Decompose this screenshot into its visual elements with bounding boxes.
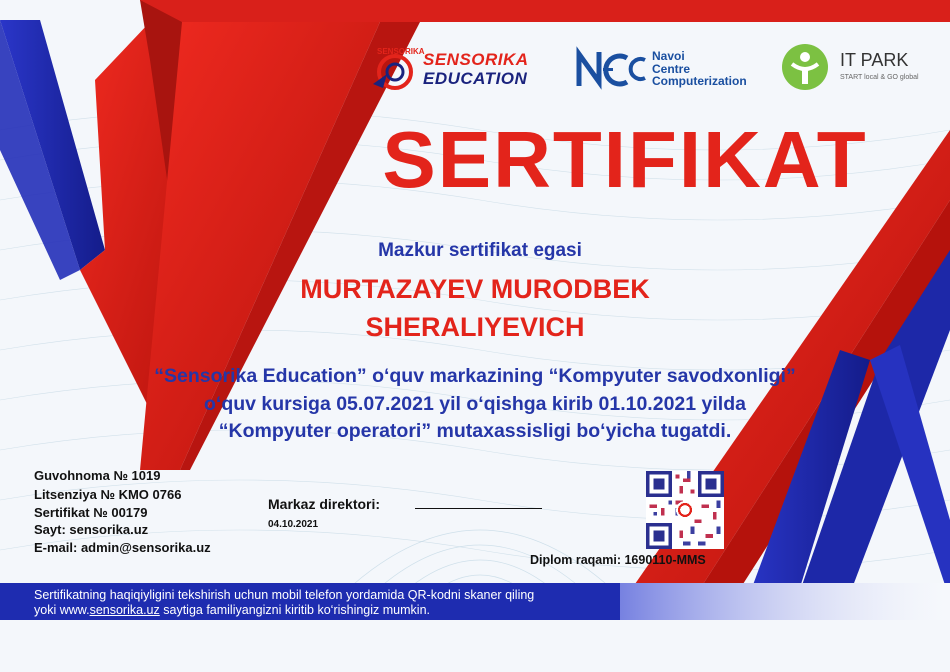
recipient-name-line1: MURTAZAYEV MURODBEK [300, 274, 650, 304]
it-park-tagline: START local & GO global [840, 74, 919, 81]
it-park-figure-icon [780, 42, 830, 92]
diploma-number: Diplom raqami: 1690110-MMS [530, 553, 706, 567]
footer-website-link[interactable]: sensorika.uz [89, 603, 160, 617]
recipient-name-line2: SHERALIYEVICH [365, 312, 585, 342]
ncc-logo-line3: Computerization [652, 74, 747, 88]
svg-text:SENSORIKA: SENSORIKA [377, 47, 425, 56]
signature-line [415, 508, 542, 509]
footer-line2-pre: yoki www. [34, 603, 90, 617]
certificate-title: SERTIFIKAT [382, 115, 868, 204]
sensorika-logo-line1: SENSORIKA [423, 50, 529, 69]
info-serial: Sertifikat № 00179 [34, 505, 148, 520]
certificate-body-line2: o‘quv kursiga 05.07.2021 yil o‘qishga kirib 01.10.2021 yilda [204, 393, 746, 415]
certificate-body-line1: “Sensorika Education” o‘quv markazining “Kompyuter savodxonligi” [154, 365, 796, 387]
sensorika-logo-line2: EDUCATION [423, 69, 528, 88]
ncc-logo-line1: Navoi [652, 49, 685, 63]
info-certificate-number: Guvohnoma № 1019 [34, 468, 161, 483]
info-email: E-mail: admin@sensorika.uz [34, 540, 211, 555]
footer-line1: Sertifikatning haqiqiyligini tekshirish uchun mobil telefon yordamida QR-kodni skaner qiling [34, 588, 535, 602]
info-website: Sayt: sensorika.uz [34, 522, 149, 537]
footer-line2-post: saytiga familiyangizni kiritib ko‘rishingiz mumkin. [159, 603, 430, 617]
info-license: Litsenziya № KMO 0766 [34, 487, 182, 502]
ncc-logo-line2: Centre [652, 62, 691, 76]
footer-line2 [34, 603, 430, 617]
ncc-letters-icon [575, 46, 650, 92]
certificate-body-line3: “Kompyuter operatori” mutaxassisligi bo‘yicha tugatdi. [218, 420, 732, 442]
certificate-subtitle: Mazkur sertifikat egasi [378, 240, 582, 261]
it-park-title: IT PARK [840, 50, 909, 70]
issue-date: 04.10.2021 [268, 519, 319, 530]
qr-code-icon[interactable] [646, 471, 724, 549]
director-label: Markaz direktori: [268, 496, 381, 512]
